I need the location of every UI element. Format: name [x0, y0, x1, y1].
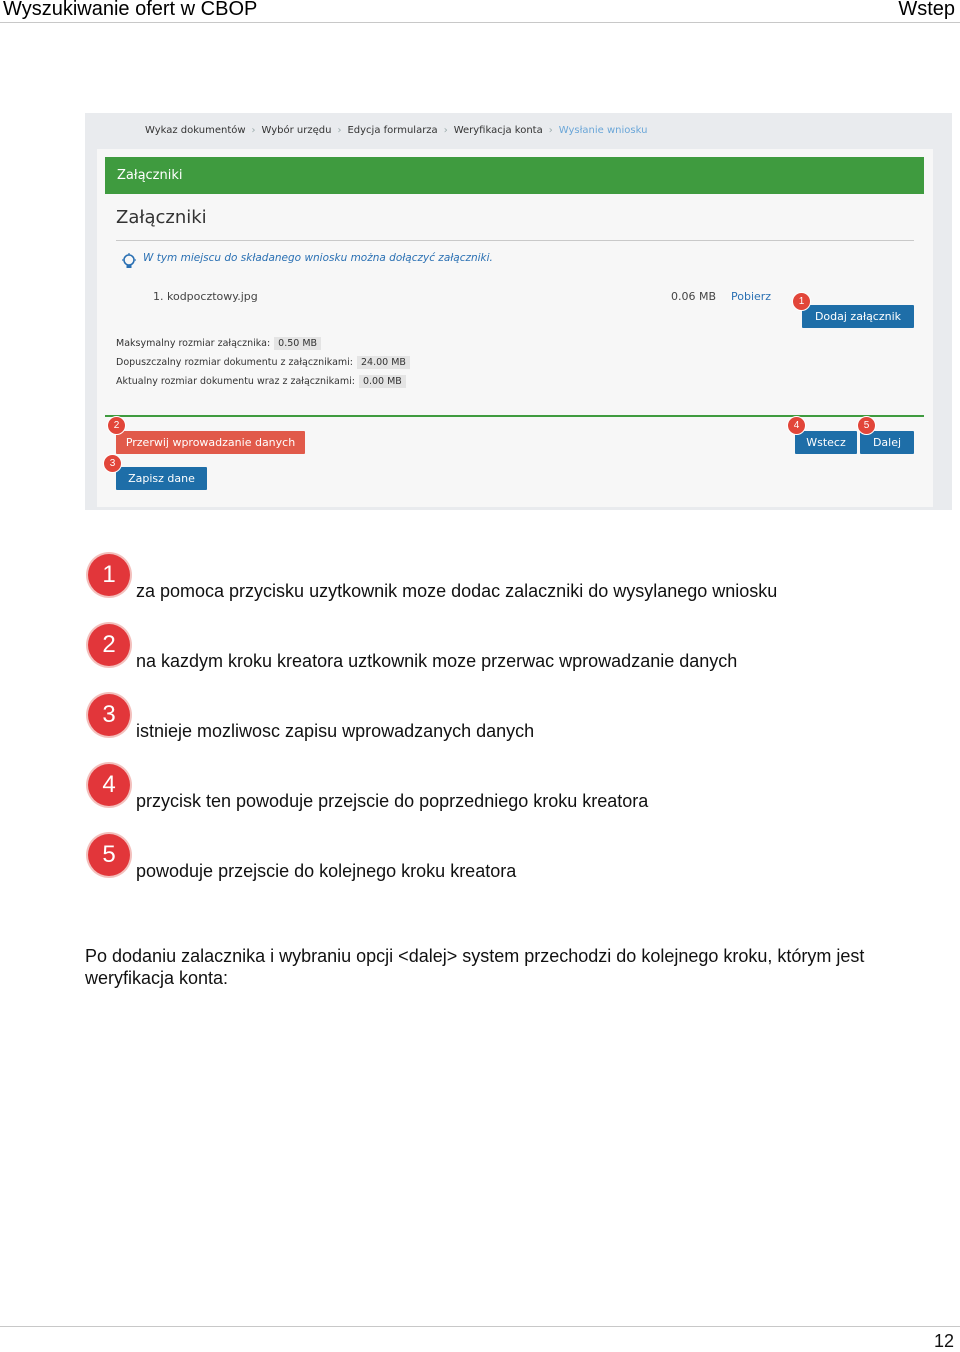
callout-badge-5: 5 [857, 416, 876, 435]
screenshot-panel [85, 113, 952, 510]
breadcrumb-item[interactable]: Wykaz dokumentów [145, 125, 246, 136]
section-title: Wstep [898, 0, 955, 20]
breadcrumb-separator-icon: › [548, 125, 553, 136]
save-button[interactable]: Zapisz dane [116, 467, 207, 490]
add-attachment-button[interactable]: Dodaj załącznik [802, 305, 914, 328]
legend-text-1: za pomoca przycisku uzytkownik moze dodac zalaczniki do wysylanego wniosku [136, 581, 778, 601]
legend-badge-2: 2 [88, 624, 130, 666]
footer-divider [0, 1326, 960, 1327]
legend-text-3: istnieje mozliwosc zapisu wprowadzanych danych [136, 721, 535, 741]
document-header [0, 0, 960, 23]
callout-badge-1: 1 [792, 292, 811, 311]
size-row [116, 338, 321, 349]
size-row [116, 357, 410, 368]
document-title: Wyszukiwanie ofert w CBOP [3, 0, 258, 20]
callout-badge-2: 2 [107, 416, 126, 435]
callout-badge-3: 3 [103, 454, 122, 473]
attachments-heading: Załączniki [116, 207, 207, 228]
next-button[interactable]: Dalej [860, 431, 914, 454]
breadcrumb-separator-icon: › [443, 125, 448, 136]
info-message: W tym miejscu do składanego wniosku można dołączyć załączniki. [143, 252, 493, 264]
legend-badge-5: 5 [88, 834, 130, 876]
size-value: 0.50 MB [274, 337, 321, 350]
size-label: Maksymalny rozmiar załącznika: [116, 338, 271, 349]
breadcrumb-item[interactable]: Edycja formularza [347, 125, 438, 136]
breadcrumb-separator-icon: › [337, 125, 342, 136]
size-value: 24.00 MB [357, 356, 410, 369]
page-number: 12 [933, 1331, 954, 1351]
callout-badge-4: 4 [787, 416, 806, 435]
size-label: Dopuszczalny rozmiar dokumentu z załącznikami: [116, 357, 353, 368]
legend-text-4: przycisk ten powoduje przejscie do poprzedniego kroku kreatora [136, 791, 649, 811]
legend-text-5: powoduje przejscie do kolejnego kroku kreatora [136, 861, 517, 881]
divider [116, 240, 914, 241]
breadcrumb-item-active: Wysłanie wniosku [558, 125, 648, 136]
breadcrumb-item[interactable]: Wybór urzędu [261, 125, 332, 136]
breadcrumb [145, 125, 647, 136]
attachments-card [97, 149, 933, 507]
size-label: Aktualny rozmiar dokumentu wraz z załącznikami: [116, 376, 355, 387]
lightbulb-icon [121, 253, 137, 276]
download-link[interactable]: Pobierz [731, 290, 772, 303]
attachment-size: 0.06 MB [671, 290, 717, 303]
legend-badge-3: 3 [88, 694, 130, 736]
size-value: 0.00 MB [359, 375, 406, 388]
attachment-name: 1. kodpocztowy.jpg [153, 290, 258, 303]
interrupt-button[interactable]: Przerwij wprowadzanie danych [116, 431, 305, 454]
panel-header: Załączniki [105, 157, 924, 194]
legend-badge-4: 4 [88, 764, 130, 806]
back-button[interactable]: Wstecz [795, 431, 857, 454]
legend-text-2: na kazdym kroku kreatora uztkownik moze przerwac wprowadzanie danych [136, 651, 738, 671]
body-paragraph: Po dodaniu zalacznika i wybraniu opcji <dalej> system przechodzi do kolejnego kroku, którym jest weryfikacja konta: [85, 946, 865, 988]
legend-badge-1: 1 [88, 554, 130, 596]
breadcrumb-item[interactable]: Weryfikacja konta [453, 125, 543, 136]
size-row [116, 376, 406, 387]
breadcrumb-separator-icon: › [251, 125, 256, 136]
